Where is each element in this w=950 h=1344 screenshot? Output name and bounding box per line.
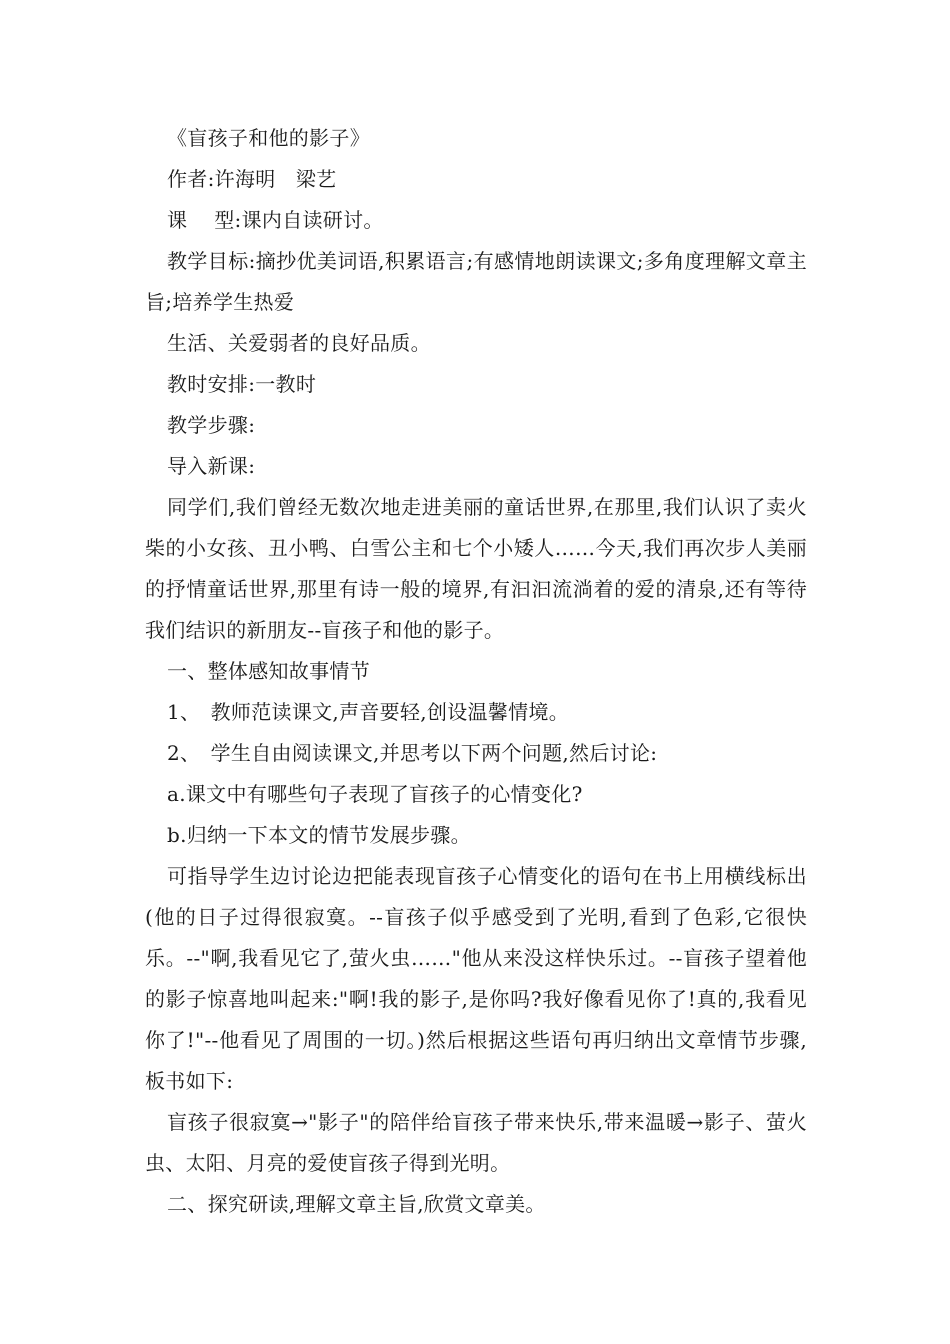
section-one-heading: 一、整体感知故事情节 xyxy=(167,659,370,683)
introduction-paragraph: 同学们,我们曾经无数次地走进美丽的童话世界,在那里,我们认识了卖火柴的小女孩、丑小鸭、白雪公主和七个小矮人……今天,我们再次步人美丽的抒情童话世界,那里有诗一般的境界,有汩汩流淌着的爱的清泉,还有等待我们结识的新朋友--盲孩子和他的影子。 xyxy=(145,495,807,642)
section-two-heading: 二、探究研读,理解文章主旨,欣赏文章美。 xyxy=(167,1192,546,1216)
step-two: 2、 学生自由阅读课文,并思考以下两个问题,然后讨论: xyxy=(167,741,658,765)
teaching-goals-continued: 生活、关爱弱者的良好品质。 xyxy=(167,331,431,355)
teaching-steps-heading: 教学步骤: xyxy=(167,413,256,437)
lesson-type: 课 型:课内自读研讨。 xyxy=(167,208,384,232)
guidance-paragraph: 可指导学生边讨论边把能表现盲孩子心情变化的语句在书上用横线标出(他的日子过得很寂寞。--盲孩子似乎感受到了光明,看到了色彩,它很快乐。--"啊,我看见它了,萤火虫……"他从来没这样快乐过。--盲孩子望着他的影子惊喜地叫起来:"啊!我的影子,是你吗?我好像看见你了!真的,我看见你了!"--他看见了周围的一切。)然后根据这些语句再归纳出文章情节步骤,板书如下: xyxy=(145,864,807,1093)
class-hours: 教时安排:一教时 xyxy=(167,372,317,396)
question-a: a.课文中有哪些句子表现了盲孩子的心情变化? xyxy=(167,782,583,806)
question-b: b.归纳一下本文的情节发展步骤。 xyxy=(167,823,471,847)
author-line: 作者:许海明 梁艺 xyxy=(167,167,337,191)
document-body xyxy=(145,118,807,1225)
introduction-heading: 导入新课: xyxy=(167,454,256,478)
board-notes: 盲孩子很寂寞→"影子"的陪伴给盲孩子带来快乐,带来温暖→影子、萤火虫、太阳、月亮的爱使盲孩子得到光明。 xyxy=(145,1110,807,1175)
step-one: 1、 教师范读课文,声音要轻,创设温馨情境。 xyxy=(167,700,570,724)
teaching-goals: 教学目标:摘抄优美词语,积累语言;有感情地朗读课文;多角度理解文章主旨;培养学生热爱 xyxy=(145,249,807,314)
document-title: 《盲孩子和他的影子》 xyxy=(167,126,370,150)
